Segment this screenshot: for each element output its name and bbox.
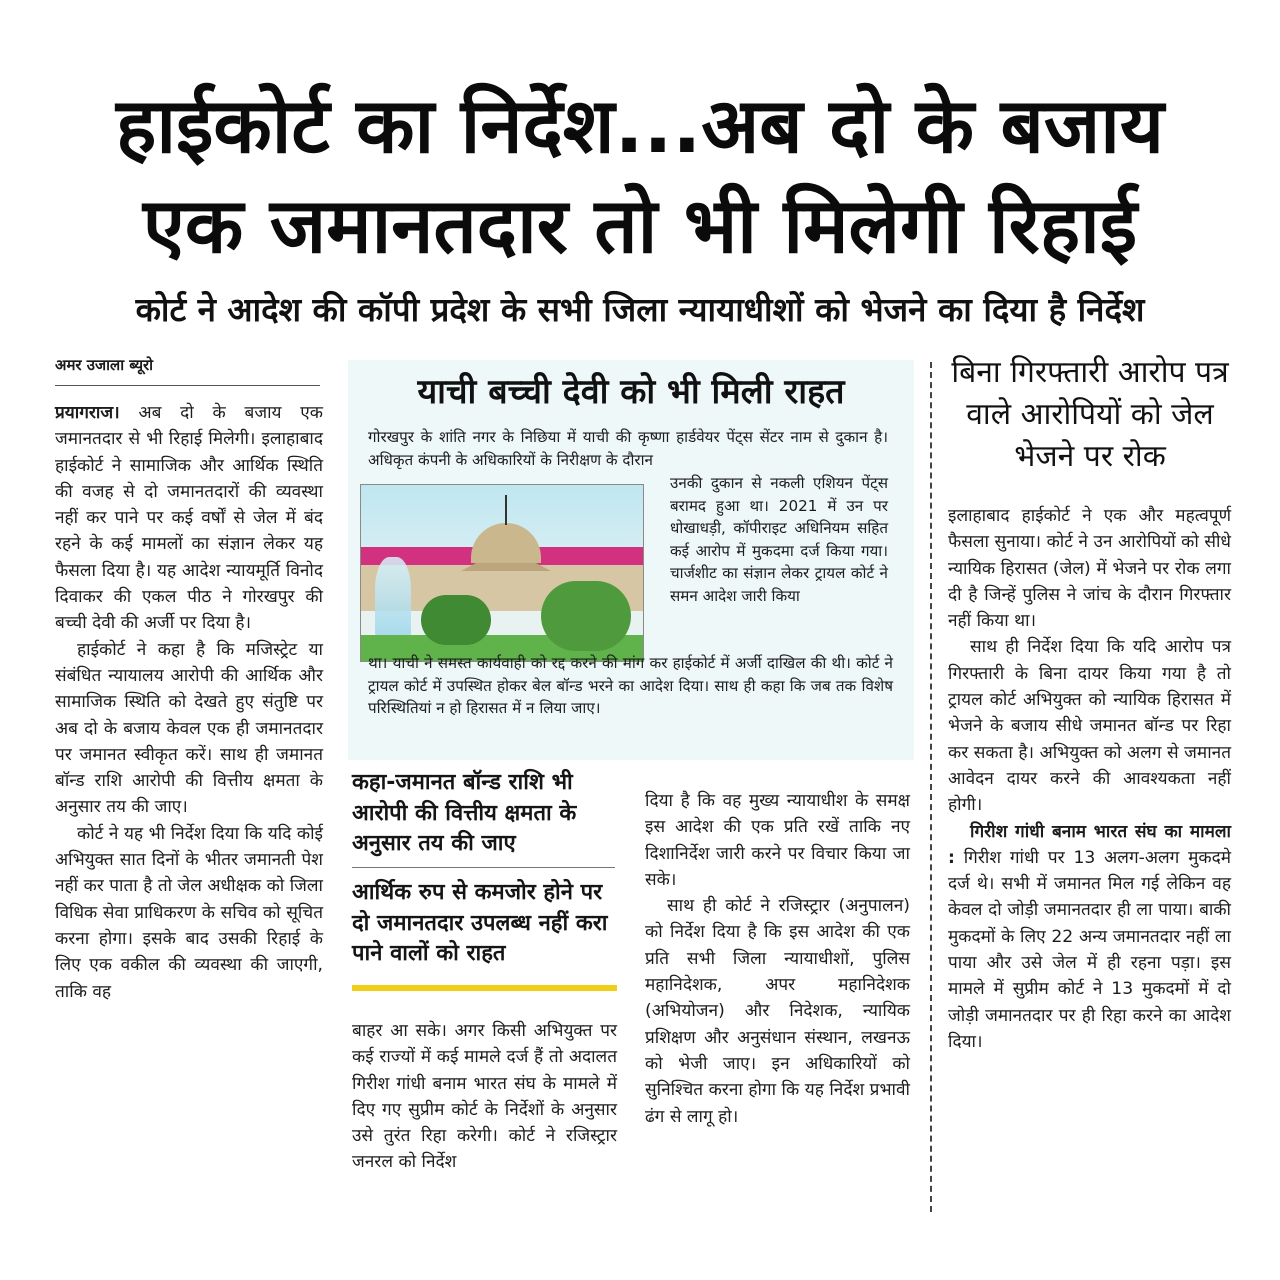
box-title: याची बच्ची देवी को भी मिली राहत — [417, 372, 845, 412]
paragraph: हाईकोर्ट ने कहा है कि मजिस्ट्रेट या संबंधित न्यायालय आरोपी की आर्थिक और सामाजिक स्थिति को देखते हुए संतुष्टि पर अब दो के बजाय केवल एक ही जमानतदार पर जमानत स्वीकृत करें। साथ ही जमानत बॉन्ड राशि आरोपी की वित्तीय क्षमता के अनुसार तय की जाए। — [55, 639, 323, 818]
fountain-shape — [375, 557, 411, 637]
accent-bar — [352, 985, 617, 991]
paragraph-text: गिरीश गांधी पर 13 अलग-अलग मुकदमे दर्ज थे। सभी में जमानत मिल गई लेकिन वह केवल दो जोड़ी जमानतदार ही ला पाया। बाकी मुकदमों के लिए 22 अन्य जमानतदार नहीं ला पाया और उसे जेल में ही रहना पड़ा। इस मामले में सुप्रीम कोर्ट ने 13 मुकदमों में दो जोड़ी जमानतदार पर ही रिहा करने का आदेश दिया। — [948, 847, 1232, 1052]
paragraph: कोर्ट ने यह भी निर्देश दिया कि यदि कोई अभियुक्त सात दिनों के भीतर जमानती पेश नहीं कर पाता है तो जेल अधीक्षक को जिला विधिक सेवा प्राधिकरण के सचिव को सूचित करना होगा। इसके बाद उसकी रिहाई के लिए एक वकील की व्यवस्था की जाएगी, ताकि वह — [55, 823, 323, 1002]
paragraph: इलाहाबाद हाईकोर्ट ने एक और महत्वपूर्ण फैसला सुनाया। कोर्ट ने उन आरोपियों को सीधे न्यायिक हिरासत (जेल) में भेजने पर रोक लगा दी है जिन्हें पुलिस ने जांच के दौरान गिरफ्तार नहीं किया था। — [948, 506, 1231, 632]
paragraph — [948, 819, 1231, 1056]
divider — [352, 867, 615, 868]
dome-shape — [471, 523, 541, 563]
story-box — [348, 360, 914, 760]
paragraph: दिया है कि वह मुख्य न्यायाधीश के समक्ष इस आदेश की एक प्रति रखें ताकि नए दिशानिर्देश जारी करने पर विचार किया जा सके। — [645, 791, 910, 890]
tree-shape — [421, 595, 491, 645]
paragraph-text: अब दो के बजाय एक जमानतदार से भी रिहाई मिलेगी। इलाहाबाद हाईकोर्ट ने सामाजिक और आर्थिक स्थिति की वजह से दो जमानतदारों की व्यवस्था नहीं कर पाने पर कई वर्षों से जेल में बंद रहने के कई मामलों का संज्ञान लेकर यह फैसला दिया है। यह आदेश न्यायमूर्ति विनोद दिवाकर की एकल पीठ ने गोरखपुर की बच्ची देवी की अर्जी पर दिया है। — [55, 403, 323, 634]
spire-shape — [505, 495, 507, 525]
paragraph: साथ ही कोर्ट ने रजिस्ट्रार (अनुपालन) को निर्देश दिया है कि इस आदेश की एक प्रति सभी जिला न्यायाधीशों, पुलिस महानिदेशक, अपर महानिदेशक (अभियोजन) और निदेशक, न्यायिक प्रशिक्षण और अनुसंधान संस्थान, लखनऊ को भेजी जाए। इन अधिकारियों को सुनिश्चित करना होगा कि यह निर्देश प्रभावी ढंग से लागू हो। — [645, 896, 910, 1127]
headline-line-1: हाईकोर्ट का निर्देश...अब दो के बजाय — [116, 81, 1164, 170]
column-divider — [930, 362, 932, 1212]
dateline: प्रयागराज। — [55, 403, 120, 423]
box-text-right: उनकी दुकान से नकली एशियन पेंट्स बरामद हुआ था। 2021 में उन पर धोखाधड़ी, कॉपीराइट अधिनियम सहित कई आरोप में मुकदमा दर्ज किया गया। चार्जशीट का संज्ञान लेकर ट्रायल कोर्ट ने समन आदेश जारी किया — [670, 474, 888, 605]
right-column-title: बिना गिरफ्तारी आरोप पत्र वाले आरोपियों को जेल भेजने पर रोक — [951, 355, 1229, 474]
sidebar-heading-2: आर्थिक रुप से कमजोर होने पर दो जमानतदार उपलब्ध नहीं करा पाने वालों को राहत — [352, 880, 608, 966]
high-court-building-photo — [360, 484, 644, 662]
paragraph: साथ ही निर्देश दिया कि यदि आरोप पत्र गिरफ्तारी के बिना दायर किया गया है तो ट्रायल कोर्ट अभियुक्त को न्यायिक हिरासत में भेजने के बजाय सीधे जमानत बॉन्ड पर रिहा कर सकता है। अभियुक्त को अलग से जमानत आवेदन दायर करने की आवश्यकता नहीं होगी। — [948, 637, 1231, 816]
box-text-top: गोरखपुर के शांति नगर के निछिया में याची की कृष्णा हार्डवेयर पेंट्स सेंटर नाम से दुकान है। अधिकृत कंपनी के अधिकारियों के निरीक्षण के दौरान — [368, 428, 888, 469]
subheadline: कोर्ट ने आदेश की कॉपी प्रदेश के सभी जिला न्यायाधीशों को भेजने का दिया है निर्देश — [135, 290, 1145, 329]
article-column-1 — [55, 400, 323, 1005]
headline-line-2: एक जमानतदार तो भी मिलेगी रिहाई — [142, 181, 1138, 270]
article-column-4 — [645, 788, 910, 1130]
box-text-bottom: था। याची ने समस्त कार्यवाही को रद्द करने की मांग कर हाईकोर्ट में अर्जी दाखिल की थी। कोर्ट ने ट्रायल कोर्ट में उपस्थित होकर बेल बॉन्ड भरने का आदेश दिया। साथ ही कहा कि जब तक विशेष परिस्थितियां न हो हिरासत में न लिया जाए। — [368, 654, 893, 717]
article-column-5 — [948, 503, 1231, 1055]
paragraph — [55, 400, 323, 637]
byline: अमर उजाला ब्यूरो — [55, 355, 320, 386]
paragraph: बाहर आ सके। अगर किसी अभियुक्त पर कई राज्यों में कई मामले दर्ज हैं तो अदालत गिरीश गांधी बनाम भारत संघ के मामले में दिए गए सुप्रीम कोर्ट के निर्देशों के अनुसार उसे तुरंत रिहा करेगी। कोर्ट ने रजिस्ट्रार जनरल को निर्देश — [352, 1021, 617, 1173]
tree-shape — [541, 581, 631, 651]
article-column-3 — [352, 1018, 617, 1176]
sidebar-heading-1: कहा-जमानत बॉन्ड राशि भी आरोपी की वित्तीय क्षमता के अनुसार तय की जाए — [352, 770, 577, 856]
case-lead: गिरीश गांधी बनाम भारत संघ का मामला : — [948, 821, 1231, 868]
